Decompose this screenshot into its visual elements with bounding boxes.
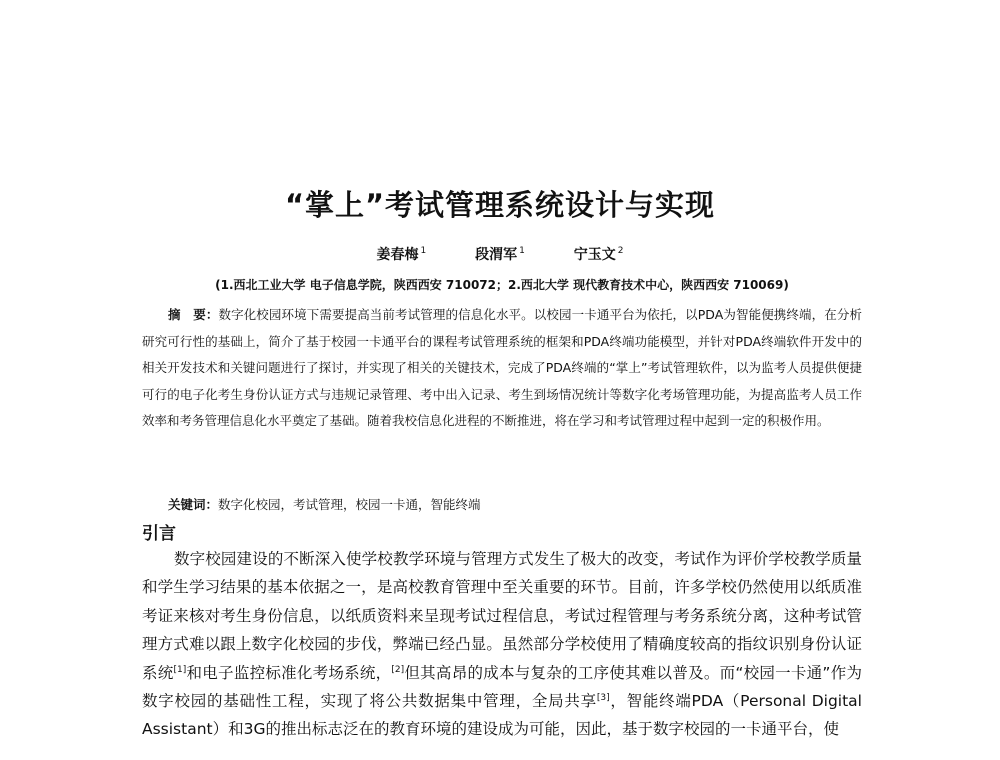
keywords-text: 数字化校园，考试管理，校园一卡通，智能终端 <box>218 497 481 512</box>
author-name: 姜春梅 <box>376 247 419 263</box>
author-affiliation-mark: 1 <box>420 246 427 257</box>
body-text-part: ，智能终端PDA（Personal Digital Assistant）和3G的推出标志泛在的教育环境的建设成为可能，因此，基于数字校园的一卡通平台，使 <box>142 692 862 739</box>
author-name: 段渭军 <box>475 247 518 263</box>
author-1 <box>377 244 427 264</box>
section-heading-introduction: 引言 <box>142 524 176 544</box>
abstract <box>142 302 862 435</box>
abstract-label: 摘 要： <box>168 307 219 322</box>
body-text-part: 和电子监控标准化考场系统， <box>186 663 392 682</box>
citation-ref: [1] <box>173 664 187 675</box>
author-2 <box>475 244 525 264</box>
affiliation-line: (1.西北工业大学 电子信息学院，陕西西安 710072；2.西北大学 现代教育技术中心，陕西西安 710069) <box>215 278 789 292</box>
keywords <box>168 495 862 513</box>
citation-ref: [2] <box>391 664 405 675</box>
author-list <box>0 244 1000 264</box>
body-text-part: 但其高昂的成本与复杂的工序使其难以普及。而“校园一卡通”作为数字校园的基础性工程，实现了将公共数据集中管理，全局共享 <box>142 663 862 711</box>
author-3 <box>574 244 624 264</box>
abstract-text: 数字化校园环境下需要提高当前考试管理的信息化水平。以校园一卡通平台为依托，以PDA为智能便携终端，在分析研究可行性的基础上，简介了基于校园一卡通平台的课程考试管理系统的框架和PDA终端功能模型，并针对PDA终端软件开发中的相关开发技术和关键问题进行了探讨，并实现了相关的关键技术，完成了PDA终端的“掌上”考试管理软件，以为监考人员提供便捷可行的电子化考生身份认证方式与违规记录管理、考中出入记录、考生到场情况统计等数字化考场管理功能，为提高监考人员工作效率和考务管理信息化水平奠定了基础。随着我校信息化进程的不断推进，将在学习和考试管理过程中起到一定的积极作用。 <box>142 307 862 428</box>
author-name: 宁玉文 <box>573 247 616 263</box>
body-paragraph <box>142 545 862 744</box>
body-text-part: 数字校园建设的不断深入使学校教学环境与管理方式发生了极大的改变，考试作为评价学校教学质量和学生学习结果的基本依据之一，是高校教育管理中至关重要的环节。目前，许多学校仍然使用以纸质准考证来核对考生身份信息，以纸质资料来呈现考试过程信息，考试过程管理与考务系统分离，这种考试管理方式难以跟上数字化校园的步伐，弊端已经凸显。虽然部分学校使用了精确度较高的指纹识别身份认证系统 <box>142 550 862 682</box>
citation-ref: [3] <box>596 692 610 703</box>
author-affiliation-mark: 1 <box>519 246 525 257</box>
paper-title: “掌上”考试管理系统设计与实现 <box>284 188 716 223</box>
keywords-label: 关键词： <box>168 497 219 512</box>
author-affiliation-mark: 2 <box>617 246 624 257</box>
